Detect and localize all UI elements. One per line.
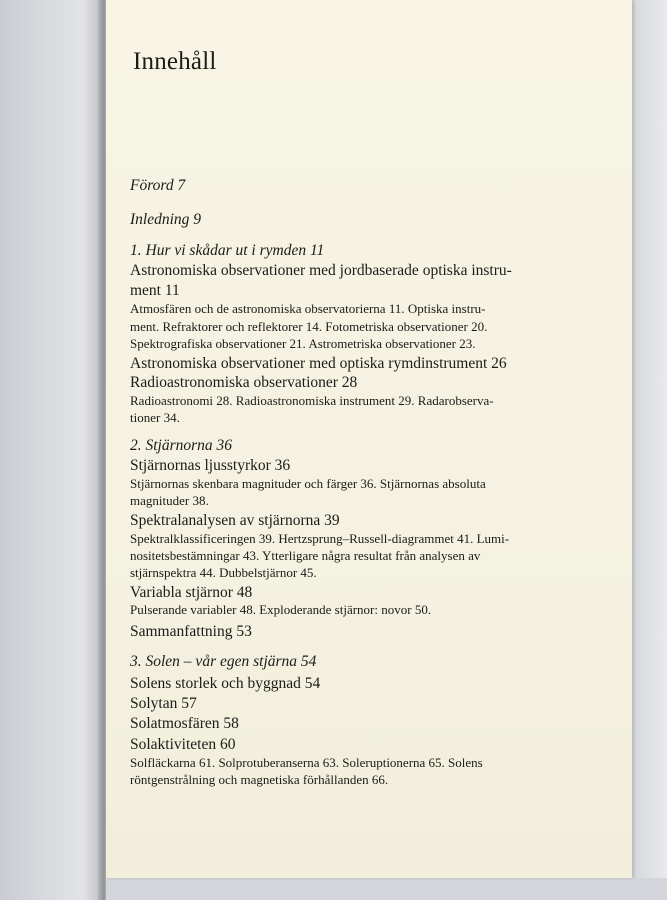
toc-subsection: tioner 34. xyxy=(130,410,180,425)
toc-section: Astronomiska observationer med optiska rymdinstrument 26 xyxy=(130,355,507,372)
toc-section: Astronomiska observationer med jordbaserade optiska instru- xyxy=(130,262,512,279)
toc-subsection: Pulserande variabler 48. Exploderande stjärnor: novor 50. xyxy=(130,602,432,617)
toc-section: Radioastronomiska observationer 28 xyxy=(130,374,358,391)
toc-subsection: magnituder 38. xyxy=(130,493,209,508)
toc-subsection: Solfläckarna 61. Solprotuberanserna 63. Soleruptionerna 65. Solens xyxy=(130,755,483,770)
toc-subsection: nositetsbestämningar 43. Ytterligare några resultat från analysen av xyxy=(130,548,481,563)
toc-chapter: Inledning 9 xyxy=(130,211,202,228)
toc-chapter: 2. Stjärnorna 36 xyxy=(130,437,233,454)
toc-section: Solaktiviteten 60 xyxy=(130,736,236,753)
toc-chapter: Förord 7 xyxy=(130,177,186,194)
page-title: Innehåll xyxy=(133,48,217,75)
toc-section: Solens storlek och byggnad 54 xyxy=(130,675,321,692)
background-strip xyxy=(106,878,667,900)
toc-subsection: röntgenstrålning och magnetiska förhållanden 66. xyxy=(130,772,389,787)
toc-section: Solytan 57 xyxy=(130,695,197,712)
toc-chapter: 3. Solen – vår egen stjärna 54 xyxy=(130,653,317,670)
toc-subsection: Spektralklassificeringen 39. Hertzsprung–Russell-diagrammet 41. Lumi- xyxy=(130,531,510,546)
page-edge xyxy=(632,0,667,900)
toc-subsection: Radioastronomi 28. Radioastronomiska instrument 29. Radarobserva- xyxy=(130,393,494,408)
toc-subsection: Spektrografiska observationer 21. Astrometriska observationer 23. xyxy=(130,336,476,351)
toc-section: Stjärnornas ljusstyrkor 36 xyxy=(130,457,291,474)
toc-subsection: Atmosfären och de astronomiska observatorierna 11. Optiska instru- xyxy=(130,301,486,316)
toc-chapter: 1. Hur vi skådar ut i rymden 11 xyxy=(130,242,325,259)
toc-section: ment 11 xyxy=(130,282,180,299)
toc-section: Sammanfattning 53 xyxy=(130,623,252,640)
toc-subsection: Stjärnornas skenbara magnituder och färger 36. Stjärnornas absoluta xyxy=(130,476,486,491)
book-page xyxy=(106,0,632,878)
toc-section: Variabla stjärnor 48 xyxy=(130,584,253,601)
toc-subsection: ment. Refraktorer och reflektorer 14. Fotometriska observationer 20. xyxy=(130,319,488,334)
toc-subsection: stjärnspektra 44. Dubbelstjärnor 45. xyxy=(130,565,317,580)
left-page xyxy=(0,0,104,900)
toc-section: Spektralanalysen av stjärnorna 39 xyxy=(130,512,340,529)
toc-section: Solatmosfären 58 xyxy=(130,715,239,732)
